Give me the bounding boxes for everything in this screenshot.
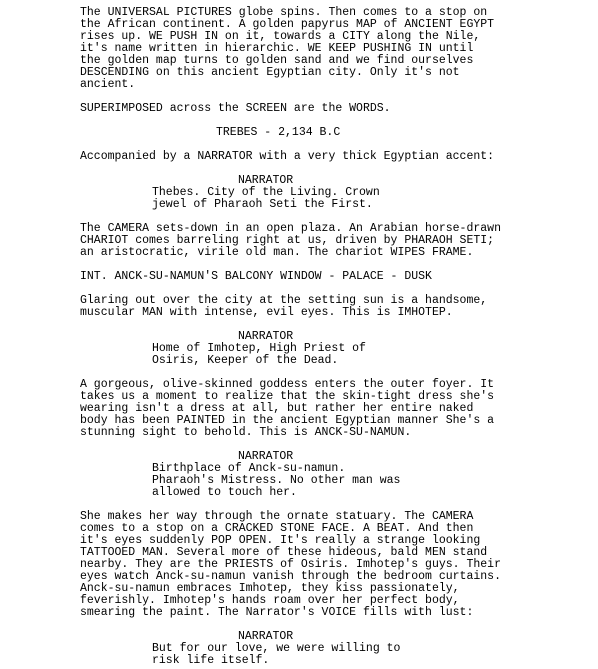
dialogue: Home of Imhotep, High Priest of Osiris, Keeper of the Dead. [152, 342, 366, 367]
character-name: NARRATOR [238, 630, 294, 643]
action-narrator-intro: Accompanied by a NARRATOR with a very thick Egyptian accent: [80, 150, 495, 163]
action-priests: She makes her way through the ornate statuary. The CAMERA comes to a stop on a CRACKED STONE FACE. A BEAT. And then it's eyes suddenly POP OPEN. It's really a strange looking TATTOOED MAN. Several more of these hideous, bald MEN stand nearby. They are the PRIESTS of Osiris. Imhotep's guys. Their eyes watch Anck-su-namun vanish through the bedroom curtains. Anck-su-namun embraces Imhotep, they kiss passionately, feverishly. Imhotep's hands roam over her perfect body, smearing the paint. The Narrator's VOICE fills with lust: [80, 510, 501, 619]
action-superimposed: SUPERIMPOSED across the SCREEN are the WORDS. [80, 102, 391, 115]
dialogue: Birthplace of Anck-su-namun. Pharaoh's Mistress. No other man was allowed to touch her. [152, 462, 401, 499]
dialogue: But for our love, we were willing to risk life itself. [152, 642, 401, 667]
action-chariot: The CAMERA sets-down in an open plaza. An Arabian horse-drawn CHARIOT comes barreling right at us, driven by PHARAOH SETI; an aristocratic, virile old man. The chariot WIPES FRAME. [80, 222, 501, 259]
character-name: NARRATOR [238, 450, 294, 463]
character-name: NARRATOR [238, 174, 294, 187]
action-anck-su-namun: A gorgeous, olive-skinned goddess enters the outer foyer. It takes us a moment to realize that the skin-tight dress she's wearing isn't a dress at all, but rather her entire naked body has been PAINTED in the ancient Egyptian manner She's a stunning sight to behold. This is ANCK-SU-NAMUN. [80, 378, 495, 439]
superimposed-title: TREBES - 2,134 B.C [216, 126, 341, 139]
dialogue: Thebes. City of the Living. Crown jewel of Pharaoh Seti the First. [152, 186, 380, 211]
action-imhotep: Glaring out over the city at the setting sun is a handsome, muscular MAN with intense, evil eyes. This is IMHOTEP. [80, 294, 488, 319]
action-opening: The UNIVERSAL PICTURES globe spins. Then comes to a stop on the African continent. A golden papyrus MAP of ANCIENT EGYPT rises up. WE PUSH IN on it, towards a CITY along the Nile, it's name written in hierarchic. WE KEEP PUSHING IN until the golden map turns to golden sand and we find ourselves DESCENDING on this ancient Egyptian city. Only it's not ancient. [80, 6, 495, 91]
character-name: NARRATOR [238, 330, 294, 343]
scene-heading: INT. ANCK-SU-NAMUN'S BALCONY WINDOW - PALACE - DUSK [80, 270, 432, 283]
